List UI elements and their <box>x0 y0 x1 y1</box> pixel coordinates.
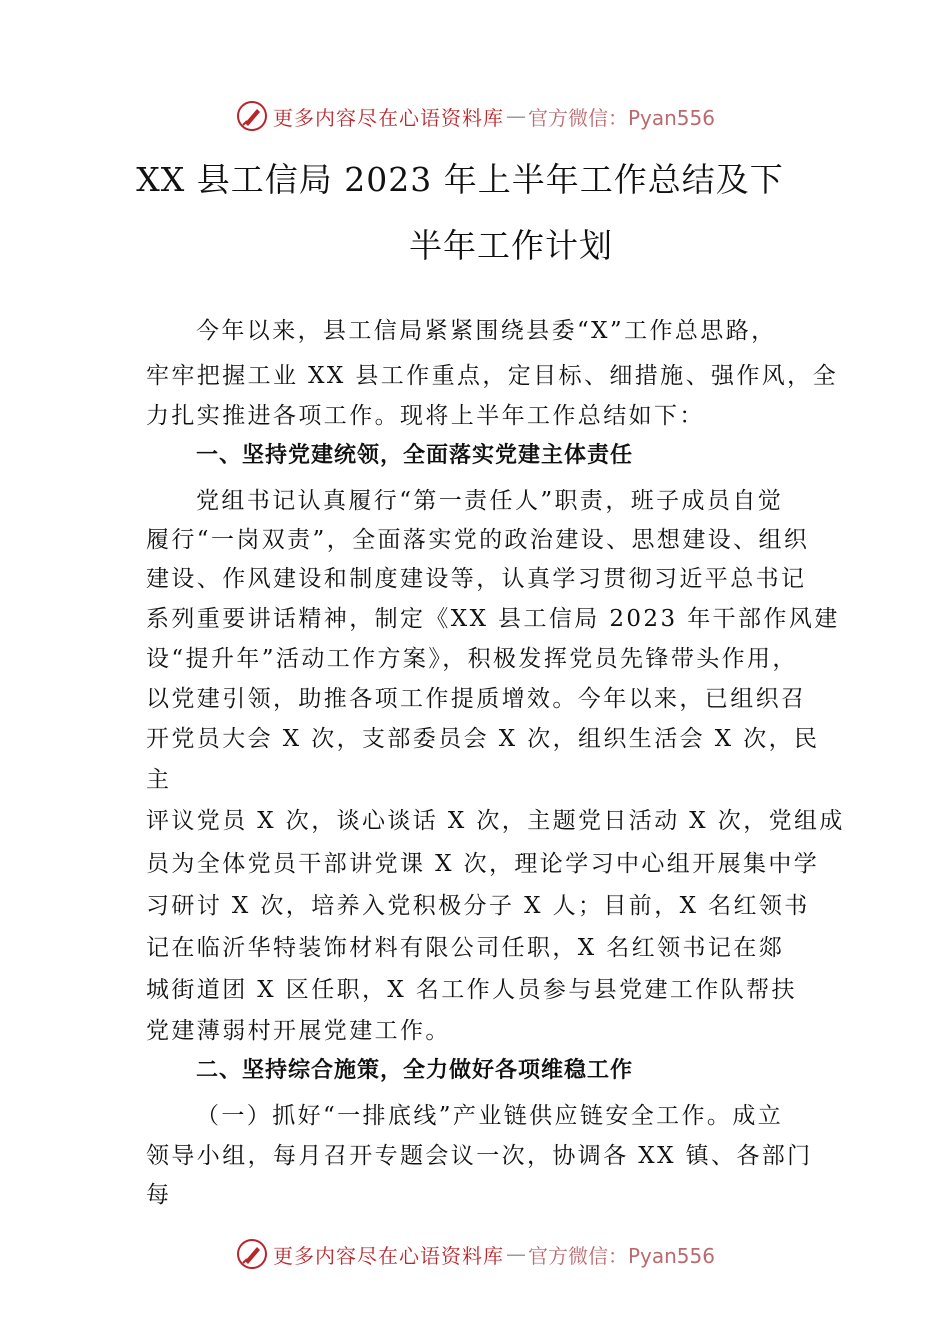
body-line: 牢牢把握工业 XX 县工作重点，定目标、细措施、强作风，全 <box>146 363 838 389</box>
body-line: 每 <box>146 1182 172 1208</box>
body-line: 党组书记认真履行“第一责任人”职责，班子成员自觉 <box>196 488 784 514</box>
body-line: 记在临沂华特装饰材料有限公司任职，X 名红领书记在郯 <box>146 935 785 961</box>
section-heading-1: 一、坚持党建统领，全面落实党建主体责任 <box>196 443 634 468</box>
document-title-line-2: 半年工作计划 <box>409 226 613 265</box>
watermark-dash: — <box>505 104 526 128</box>
body-line: （一）抓好“一排底线”产业链供应链安全工作。成立 <box>196 1103 784 1129</box>
watermark-banner-top <box>0 96 950 136</box>
body-line: 习研讨 X 次，培养入党积极分子 X 人；目前，X 名红领书 <box>146 893 810 919</box>
body-line: 力扎实推进各项工作。现将上半年工作总结如下： <box>146 403 705 429</box>
section-heading-2: 二、坚持综合施策，全力做好各项维稳工作 <box>196 1058 634 1083</box>
body-line: 以党建引领，助推各项工作提质增效。今年以来，已组织召 <box>146 686 807 712</box>
body-line: 评议党员 X 次，谈心谈话 X 次，主题党日活动 X 次，党组成 <box>146 808 845 834</box>
body-line: 今年以来，县工信局紧紧围绕县委“X”工作总思路， <box>196 318 777 344</box>
watermark-dash: — <box>505 1242 526 1266</box>
watermark-text: 更多内容尽在心语资料库 <box>272 105 504 130</box>
body-line: 建设、作风建设和制度建设等，认真学习贯彻习近平总书记 <box>146 566 807 592</box>
watermark-banner-bottom <box>0 1234 950 1274</box>
body-line: 系列重要讲话精神，制定《XX 县工信局 2023 年干部作风建 <box>146 606 840 632</box>
body-line: 城街道团 X 区任职，X 名工作人员参与县党建工作队帮扶 <box>146 977 797 1003</box>
body-line: 党建薄弱村开展党建工作。 <box>146 1018 451 1044</box>
body-line: 领导小组，每月召开专题会议一次，协调各 XX 镇、各部门 <box>146 1143 813 1169</box>
pen-nib-logo-icon <box>235 1237 269 1271</box>
watermark-text: 更多内容尽在心语资料库 <box>272 1243 504 1268</box>
watermark-wechat: 官方微信：Pyan556 <box>527 1243 715 1268</box>
body-line: 开党员大会 X 次，支部委员会 X 次，组织生活会 X 次，民 <box>146 726 820 752</box>
body-line: 主 <box>146 767 172 793</box>
pen-nib-logo-icon <box>235 99 269 133</box>
document-title-line-1: XX 县工信局 2023 年上半年工作总结及下 <box>136 160 784 199</box>
watermark-wechat: 官方微信：Pyan556 <box>527 105 715 130</box>
body-line: 设“提升年”活动工作方案》，积极发挥党员先锋带头作用， <box>146 646 798 672</box>
body-line: 履行“一岗双责”，全面落实党的政治建设、思想建设、组织 <box>146 527 810 553</box>
body-line: 员为全体党员干部讲党课 X 次，理论学习中心组开展集中学 <box>146 851 820 877</box>
